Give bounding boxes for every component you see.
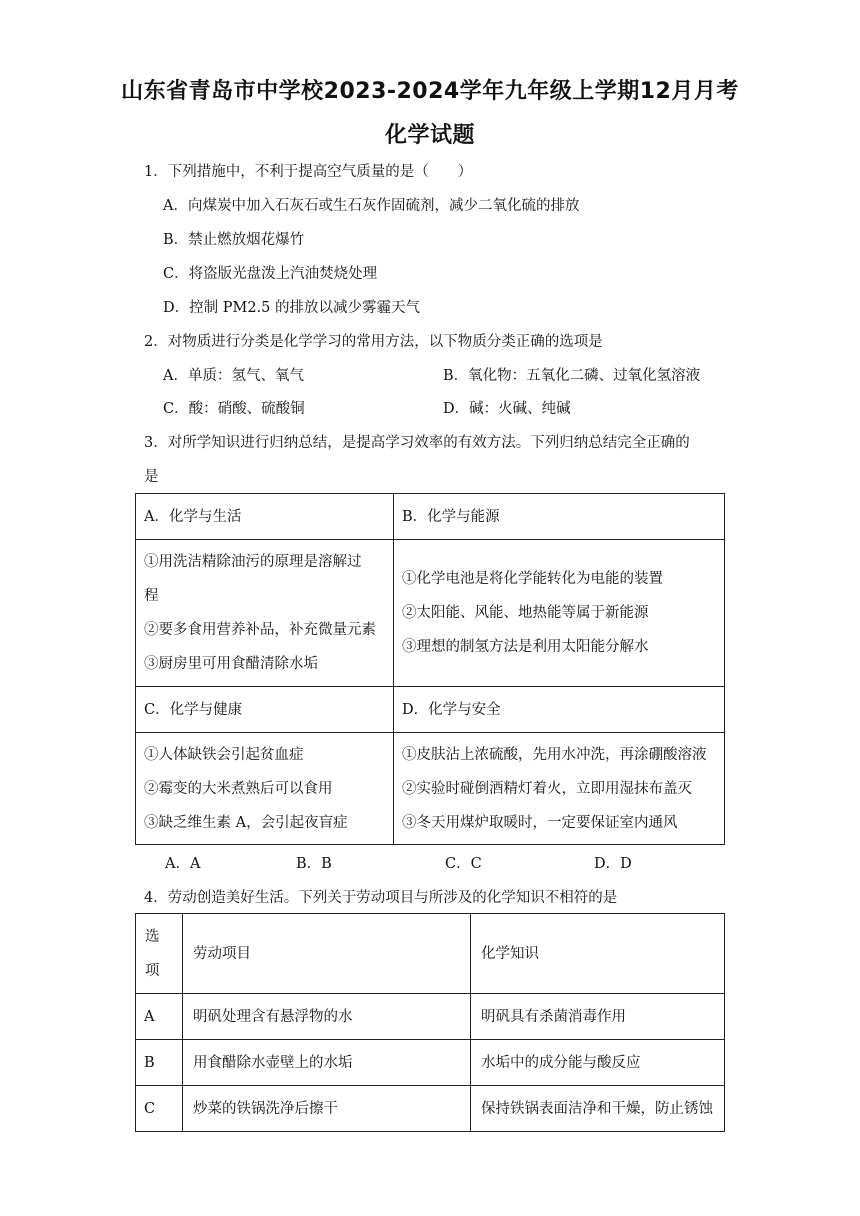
cell-c-head: C．化学与健康 (136, 687, 394, 733)
question-3-answer-c: C．C (445, 856, 482, 872)
cell-d-head: D．化学与安全 (394, 687, 725, 733)
question-1-option-d: D．控制 PM2.5 的排放以减少雾霾天气 (163, 300, 421, 316)
cell-b-item-2: ②太阳能、风能、地热能等属于新能源 (402, 605, 649, 621)
question-2-option-a: A．单质：氢气、氧气 (163, 368, 304, 384)
cell-a-items (136, 540, 394, 687)
cell-a-head: A．化学与生活 (136, 494, 394, 540)
question-1-option-a: A．向煤炭中加入石灰石或生石灰作固硫剂，减少二氧化硫的排放 (163, 198, 580, 214)
question-1-stem: 1．下列措施中，不利于提高空气质量的是（ ） (144, 164, 473, 180)
table-row (136, 1086, 725, 1132)
cell-b-items (394, 540, 725, 687)
exam-title: 山东省青岛市中学校2023-2024学年九年级上学期12月月考 (121, 79, 739, 104)
row-b-option: B (136, 1040, 183, 1086)
row-a-option: A (136, 994, 183, 1040)
cell-a-item-1-cont: 程 (144, 588, 159, 604)
row-a-knowledge: 明矾具有杀菌消毒作用 (471, 994, 725, 1040)
row-c-option: C (136, 1086, 183, 1132)
row-b-project: 用食醋除水壶壁上的水垢 (183, 1040, 471, 1086)
row-b-knowledge: 水垢中的成分能与酸反应 (471, 1040, 725, 1086)
question-2-option-d: D．碱：火碱、纯碱 (443, 401, 571, 417)
cell-d-item-3: ③冬天用煤炉取暖时，一定要保证室内通风 (402, 814, 678, 831)
row-c-project: 炒菜的铁锅洗净后擦干 (183, 1086, 471, 1132)
cell-d-item-1: ①皮肤沾上浓硫酸，先用水冲洗，再涂硼酸溶液 (402, 746, 707, 763)
question-1-option-b: B．禁止燃放烟花爆竹 (163, 232, 305, 248)
cell-c-items (136, 733, 394, 845)
cell-b-item-1: ①化学电池是将化学能转化为电能的装置 (402, 571, 663, 587)
exam-subject: 化学试题 (384, 123, 475, 148)
question-3-stem-cont: 是 (144, 469, 159, 485)
question-3-table (135, 493, 725, 845)
question-3-stem: 3．对所学知识进行归纳总结，是提高学习效率的有效方法。下列归纳总结完全正确的 (144, 435, 690, 451)
header-option (136, 914, 183, 994)
question-4-table (135, 913, 725, 1132)
table-row (136, 1040, 725, 1086)
cell-c-item-3: ③缺乏维生素 A，会引起夜盲症 (144, 814, 348, 831)
question-3-answer-d: D．D (594, 856, 632, 872)
question-3-answer-b: B．B (296, 856, 332, 872)
table-row (136, 994, 725, 1040)
cell-d-items (394, 733, 725, 845)
question-4-stem: 4．劳动创造美好生活。下列关于劳动项目与所涉及的化学知识不相符的是 (144, 890, 618, 906)
header-project: 劳动项目 (183, 914, 471, 994)
cell-a-item-3: ③厨房里可用食醋清除水垢 (144, 656, 318, 672)
question-2-option-c: C．酸：硝酸、硫酸铜 (163, 401, 305, 417)
row-c-knowledge: 保持铁锅表面洁净和干燥，防止锈蚀 (471, 1086, 725, 1132)
cell-c-item-2: ②霉变的大米煮熟后可以食用 (144, 780, 333, 797)
question-3-answer-a: A．A (165, 856, 201, 872)
cell-b-head: B．化学与能源 (394, 494, 725, 540)
question-2-option-b: B．氧化物：五氧化二磷、过氧化氢溶液 (443, 368, 701, 384)
cell-b-item-3: ③理想的制氢方法是利用太阳能分解水 (402, 639, 649, 655)
cell-d-item-2: ②实验时碰倒酒精灯着火，立即用湿抹布盖灭 (402, 780, 692, 797)
row-a-project: 明矾处理含有悬浮物的水 (183, 994, 471, 1040)
header-option-line2: 项 (145, 962, 160, 979)
header-knowledge: 化学知识 (471, 914, 725, 994)
cell-c-item-1: ①人体缺铁会引起贫血症 (144, 746, 304, 763)
question-2-stem: 2．对物质进行分类是化学学习的常用方法，以下物质分类正确的选项是 (144, 334, 603, 350)
question-1-option-c: C．将盗版光盘泼上汽油焚烧处理 (163, 266, 378, 282)
cell-a-item-2: ②要多食用营养补品，补充微量元素 (144, 622, 376, 638)
header-option-line1: 选 (145, 928, 160, 945)
cell-a-item-1: ①用洗洁精除油污的原理是溶解过 (144, 554, 362, 570)
